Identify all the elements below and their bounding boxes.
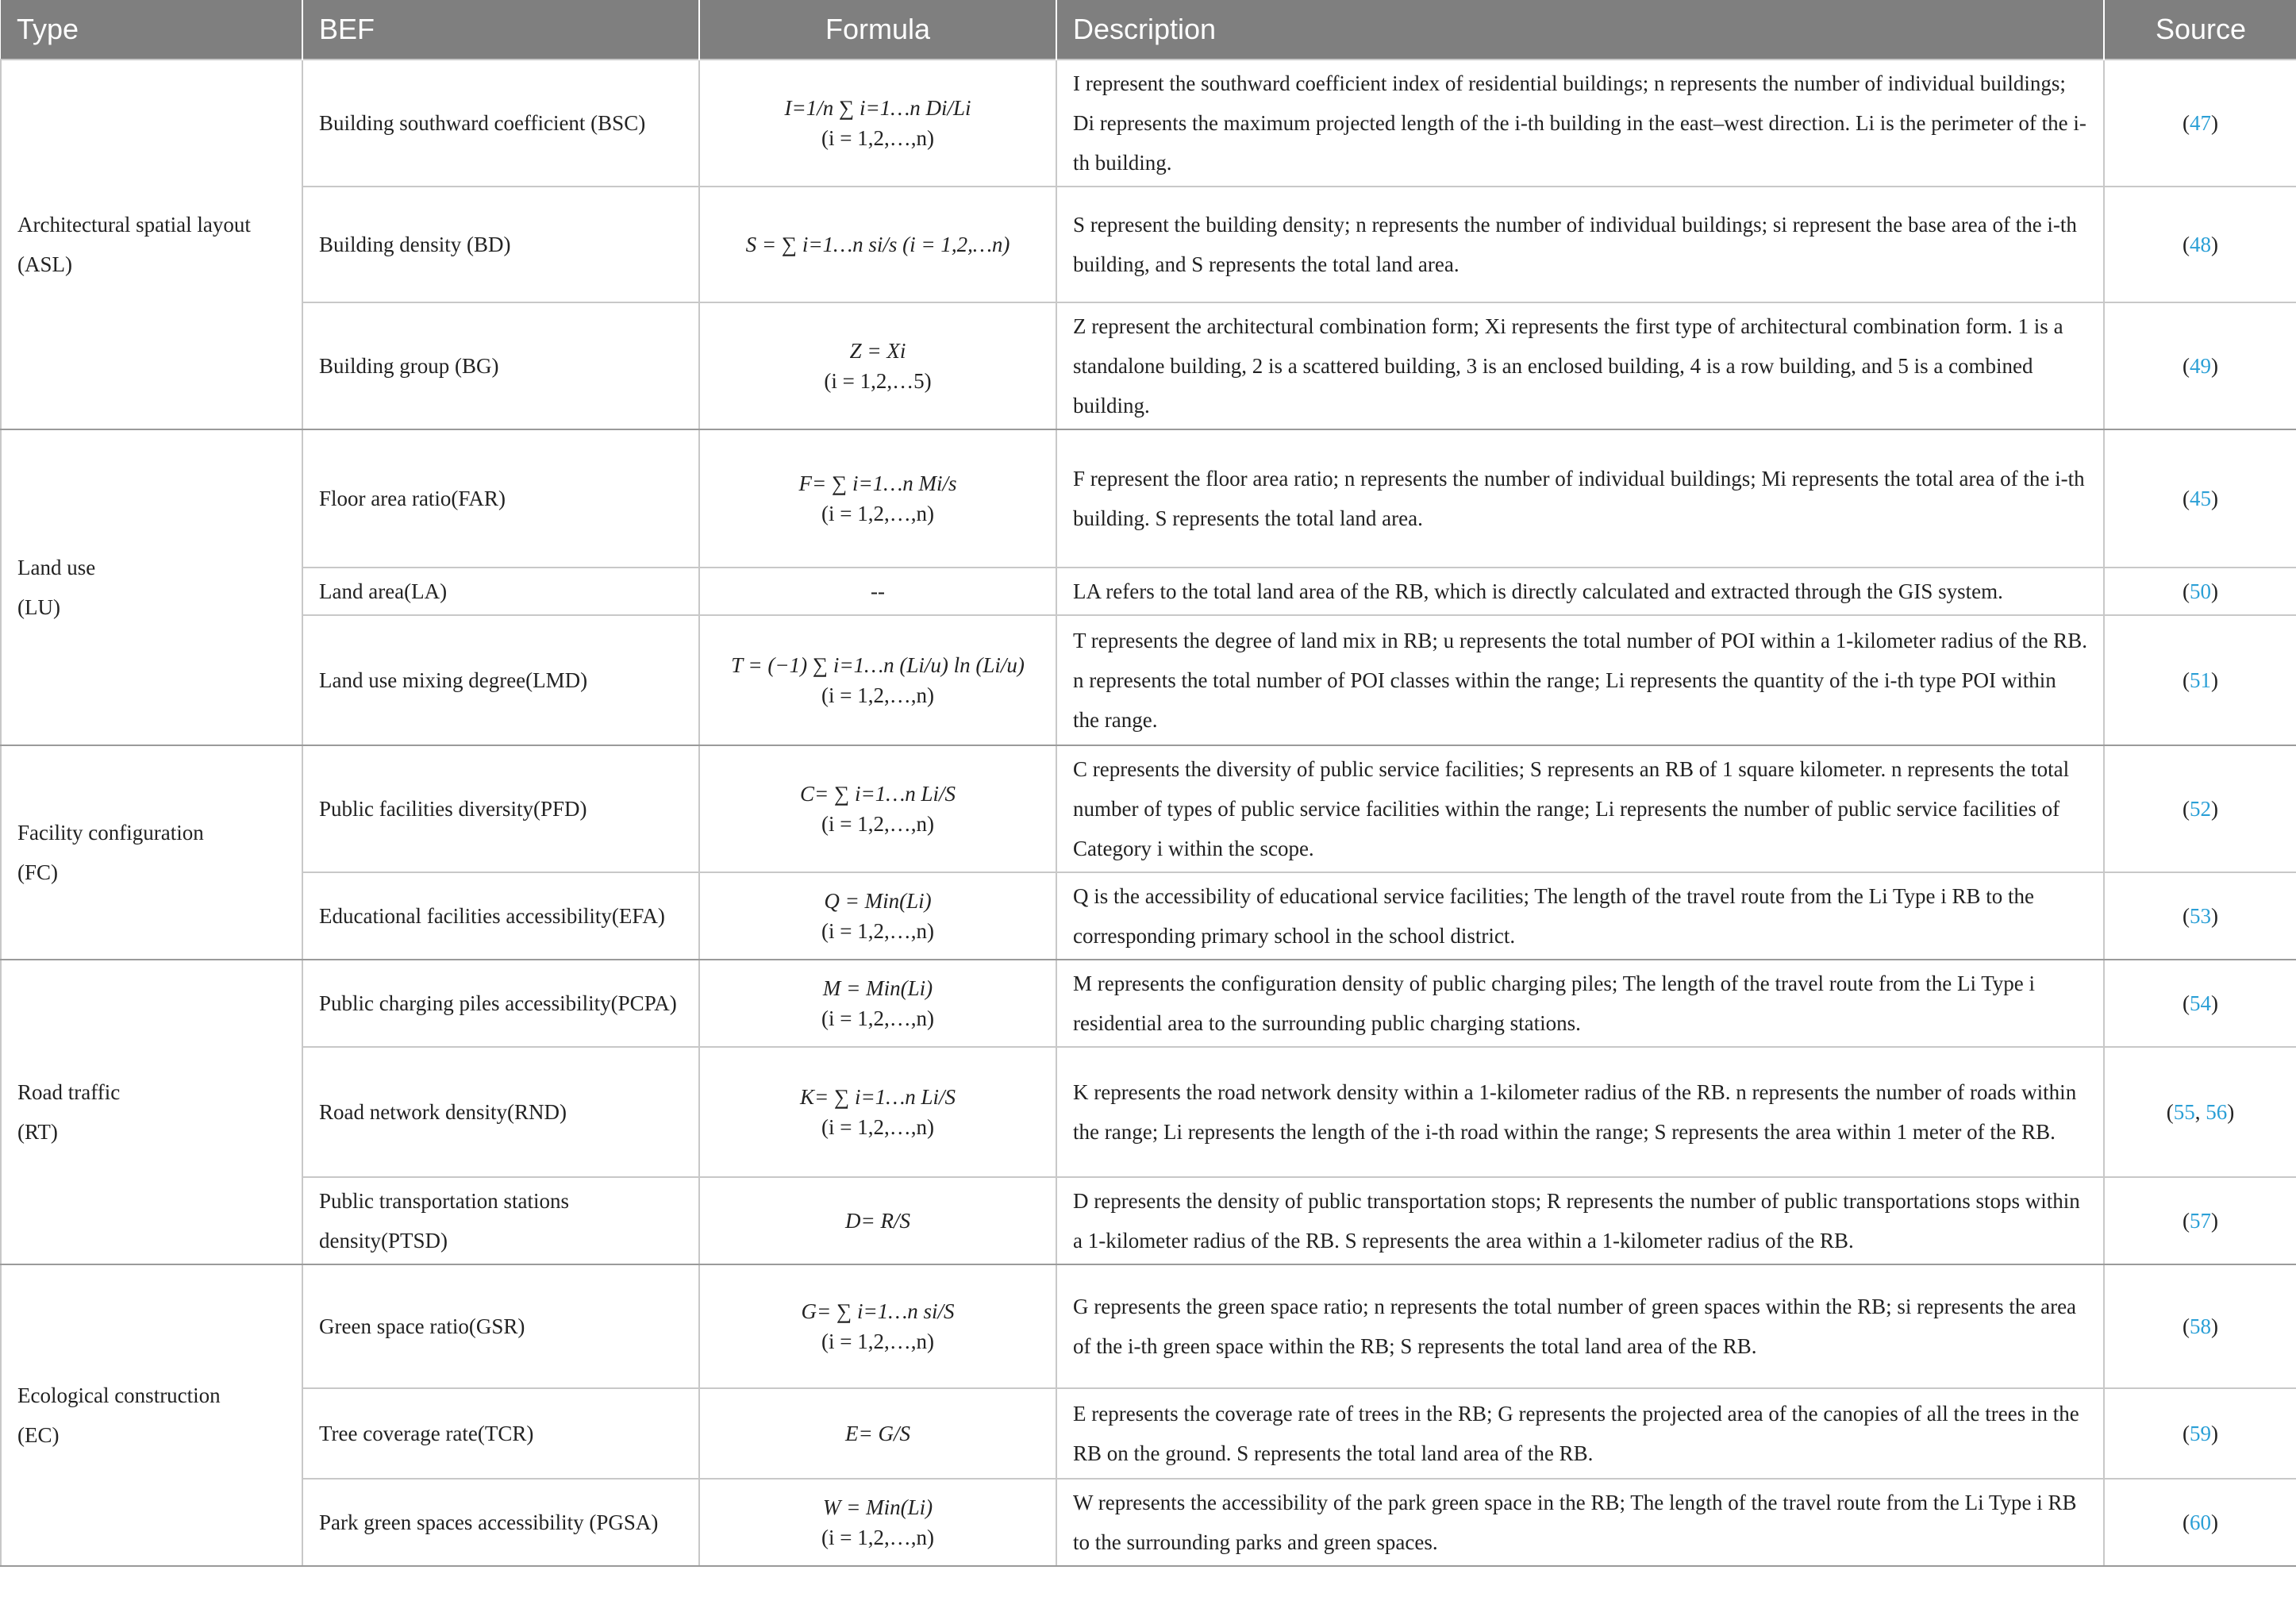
source-close-paren: ) <box>2211 579 2218 603</box>
type-abbrev: (EC) <box>17 1423 60 1447</box>
formula-expression: W = Min(Li) <box>822 1495 933 1519</box>
bef-cell: Tree coverage rate(TCR) <box>302 1388 699 1479</box>
source-open-paren: ( <box>2183 1422 2190 1445</box>
formula-range: (i = 1,2,…5) <box>824 369 932 393</box>
formula-cell <box>699 745 1056 872</box>
bef-cell: Building density (BD) <box>302 187 699 302</box>
source-cell <box>2104 60 2296 187</box>
description-cell: M represents the configuration density of public charging piles; The length of the travel route from the Li Type i residential area to the surrounding public charging stations. <box>1056 960 2104 1047</box>
type-name: Road traffic <box>17 1080 121 1104</box>
bef-cell: Public charging piles accessibility(PCPA) <box>302 960 699 1047</box>
source-close-paren: ) <box>2211 668 2218 692</box>
formula-expression: K= ∑ i=1…n Li/S <box>800 1085 956 1109</box>
source-close-paren: ) <box>2227 1100 2235 1124</box>
formula-cell <box>699 872 1056 960</box>
formula-range: (i = 1,2,…,n) <box>821 126 934 150</box>
table-row <box>1 1047 2296 1177</box>
type-cell <box>1 60 302 429</box>
formula-range: (i = 1,2,…,n) <box>821 502 934 525</box>
source-open-paren: ( <box>2183 904 2190 928</box>
source-open-paren: ( <box>2183 1510 2190 1534</box>
header-formula: Formula <box>699 0 1056 60</box>
bef-cell: Public transportation stations density(PTSD) <box>302 1177 699 1264</box>
formula-cell <box>699 1177 1056 1264</box>
formula-expression: I=1/n ∑ i=1…n Di/Li <box>784 96 971 120</box>
bef-cell: Building southward coefficient (BSC) <box>302 60 699 187</box>
source-cell <box>2104 1264 2296 1388</box>
type-abbrev: (LU) <box>17 595 60 619</box>
source-open-paren: ( <box>2183 991 2190 1015</box>
source-open-paren: ( <box>2183 111 2190 135</box>
bef-cell: Road network density(RND) <box>302 1047 699 1177</box>
source-open-paren: ( <box>2166 1100 2174 1124</box>
reference-link[interactable]: 57 <box>2190 1209 2211 1233</box>
reference-link[interactable]: 49 <box>2190 354 2211 378</box>
table-row <box>1 1388 2296 1479</box>
table-row <box>1 187 2296 302</box>
description-cell: K represents the road network density within a 1-kilometer radius of the RB. n represents the number of roads within the range; Li represents the length of the i-th road within the range; S represents the area within 1 meter of the RB. <box>1056 1047 2104 1177</box>
reference-link[interactable]: 59 <box>2190 1422 2211 1445</box>
source-close-paren: ) <box>2211 1314 2218 1338</box>
reference-link[interactable]: 51 <box>2190 668 2211 692</box>
header-description: Description <box>1056 0 2104 60</box>
formula-expression: F= ∑ i=1…n Mi/s <box>798 471 957 495</box>
source-close-paren: ) <box>2211 1209 2218 1233</box>
table-row <box>1 1479 2296 1566</box>
description-cell: Q is the accessibility of educational service facilities; The length of the travel route from the Li Type i RB to the corresponding primary school in the school district. <box>1056 872 2104 960</box>
bef-cell: Park green spaces accessibility (PGSA) <box>302 1479 699 1566</box>
table-row <box>1 960 2296 1047</box>
source-cell <box>2104 1177 2296 1264</box>
source-cell <box>2104 872 2296 960</box>
formula-range: (i = 1,2,…,n) <box>821 812 934 836</box>
bef-cell: Land area(LA) <box>302 568 699 615</box>
source-open-paren: ( <box>2183 1209 2190 1233</box>
source-close-paren: ) <box>2211 904 2218 928</box>
type-name: Ecological construction <box>17 1383 221 1407</box>
formula-expression: Z = Xi <box>849 339 906 363</box>
table-header <box>1 0 2296 60</box>
description-cell: D represents the density of public transportation stops; R represents the number of public transportations stops within a 1-kilometer radius of the RB. S represents the area within a 1-kilometer radius of the RB. <box>1056 1177 2104 1264</box>
source-open-paren: ( <box>2183 487 2190 510</box>
formula-range: (i = 1,2,…,n) <box>821 683 934 707</box>
formula-expression: C= ∑ i=1…n Li/S <box>800 782 956 806</box>
formula-cell <box>699 960 1056 1047</box>
formula-expression: E= G/S <box>845 1422 910 1445</box>
source-cell <box>2104 615 2296 745</box>
source-close-paren: ) <box>2211 1510 2218 1534</box>
header-bef: BEF <box>302 0 699 60</box>
formula-cell <box>699 615 1056 745</box>
header-source: Source <box>2104 0 2296 60</box>
reference-link[interactable]: 45 <box>2190 487 2211 510</box>
header-type: Type <box>1 0 302 60</box>
table-row <box>1 1177 2296 1264</box>
type-cell <box>1 1264 302 1566</box>
reference-link[interactable]: 50 <box>2190 579 2211 603</box>
table-row <box>1 60 2296 187</box>
reference-link[interactable]: 48 <box>2190 233 2211 256</box>
table-row <box>1 1264 2296 1388</box>
formula-cell <box>699 302 1056 429</box>
source-open-paren: ( <box>2183 233 2190 256</box>
source-open-paren: ( <box>2183 797 2190 821</box>
bef-cell: Public facilities diversity(PFD) <box>302 745 699 872</box>
formula-cell <box>699 60 1056 187</box>
formula-range: (i = 1,2,…,n) <box>821 1329 934 1353</box>
formula-expression: -- <box>871 579 885 603</box>
formula-cell <box>699 187 1056 302</box>
description-cell: T represents the degree of land mix in RB; u represents the total number of POI within a 1-kilometer radius of the RB. n represents the total number of POI classes within the range; Li represents the quantity of the i-th type POI within the range. <box>1056 615 2104 745</box>
type-abbrev: (FC) <box>17 860 59 884</box>
table-row <box>1 429 2296 568</box>
type-name: Architectural spatial layout <box>17 213 251 237</box>
source-cell <box>2104 960 2296 1047</box>
source-open-paren: ( <box>2183 668 2190 692</box>
type-cell <box>1 429 302 745</box>
bef-cell: Green space ratio(GSR) <box>302 1264 699 1388</box>
formula-cell <box>699 1479 1056 1566</box>
source-open-paren: ( <box>2183 354 2190 378</box>
formula-cell <box>699 568 1056 615</box>
source-close-paren: ) <box>2211 487 2218 510</box>
formula-expression: Q = Min(Li) <box>824 889 932 913</box>
reference-link[interactable]: 56 <box>2206 1100 2228 1124</box>
reference-link[interactable]: 55 <box>2173 1100 2195 1124</box>
reference-link[interactable]: 58 <box>2190 1314 2211 1338</box>
table-row <box>1 872 2296 960</box>
formula-expression: D= R/S <box>845 1209 910 1233</box>
description-cell: I represent the southward coefficient index of residential buildings; n represents the number of individual buildings; Di represents the maximum projected length of the i-th building in the east–west direction. Li is the perimeter of the i-th building. <box>1056 60 2104 187</box>
type-name: Facility configuration <box>17 821 204 845</box>
description-cell: S represent the building density; n represents the number of individual buildings; si represent the base area of the i-th building, and S represents the total land area. <box>1056 187 2104 302</box>
description-cell: G represents the green space ratio; n represents the total number of green spaces within the RB; si represents the area of the i-th green space within the RB; S represents the total land area of the RB. <box>1056 1264 2104 1388</box>
formula-range: (i = 1,2,…,n) <box>821 1006 934 1030</box>
formula-cell <box>699 1388 1056 1479</box>
source-close-paren: ) <box>2211 233 2218 256</box>
table-row <box>1 615 2296 745</box>
formula-cell <box>699 1047 1056 1177</box>
source-cell: (55, 56) <box>2104 1047 2296 1177</box>
source-close-paren: ) <box>2211 354 2218 378</box>
reference-link[interactable]: 54 <box>2190 991 2211 1015</box>
reference-link[interactable]: 52 <box>2190 797 2211 821</box>
table-row <box>1 745 2296 872</box>
type-cell <box>1 745 302 960</box>
source-close-paren: ) <box>2211 991 2218 1015</box>
source-cell <box>2104 1388 2296 1479</box>
formula-cell <box>699 429 1056 568</box>
source-close-paren: ) <box>2211 1422 2218 1445</box>
bef-cell: Educational facilities accessibility(EFA) <box>302 872 699 960</box>
source-cell <box>2104 1479 2296 1566</box>
reference-link[interactable]: 53 <box>2190 904 2211 928</box>
table-row <box>1 302 2296 429</box>
formula-cell <box>699 1264 1056 1388</box>
bef-cell: Land use mixing degree(LMD) <box>302 615 699 745</box>
description-cell: W represents the accessibility of the park green space in the RB; The length of the travel route from the Li Type i RB to the surrounding parks and green spaces. <box>1056 1479 2104 1566</box>
formula-expression: G= ∑ i=1…n si/S <box>801 1299 955 1323</box>
type-abbrev: (RT) <box>17 1120 58 1144</box>
description-cell: LA refers to the total land area of the RB, which is directly calculated and extracted through the GIS system. <box>1056 568 2104 615</box>
formula-expression: M = Min(Li) <box>822 976 933 1000</box>
formula-expression: S = ∑ i=1…n si/s (i = 1,2,…n) <box>745 233 1010 256</box>
source-cell <box>2104 568 2296 615</box>
reference-link[interactable]: 47 <box>2190 111 2211 135</box>
type-cell <box>1 960 302 1264</box>
formula-range: (i = 1,2,…,n) <box>821 1115 934 1139</box>
source-close-paren: ) <box>2211 797 2218 821</box>
type-abbrev: (ASL) <box>17 252 72 276</box>
source-open-paren: ( <box>2183 1314 2190 1338</box>
source-cell <box>2104 187 2296 302</box>
source-cell <box>2104 745 2296 872</box>
source-cell <box>2104 302 2296 429</box>
formula-expression: T = (−1) ∑ i=1…n (Li/u) ln (Li/u) <box>731 653 1025 677</box>
description-cell: Z represent the architectural combination form; Xi represents the first type of architectural combination form. 1 is a standalone building, 2 is a scattered building, 3 is an enclosed building, 4 is a row building, and 5 is a combined building. <box>1056 302 2104 429</box>
bef-cell: Floor area ratio(FAR) <box>302 429 699 568</box>
description-cell: E represents the coverage rate of trees in the RB; G represents the projected area of the canopies of all the trees in the RB on the ground. S represents the total land area of the RB. <box>1056 1388 2104 1479</box>
source-close-paren: ) <box>2211 111 2218 135</box>
table-row <box>1 568 2296 615</box>
reference-link[interactable]: 60 <box>2190 1510 2211 1534</box>
source-open-paren: ( <box>2183 579 2190 603</box>
type-name: Land use <box>17 556 96 579</box>
table-body <box>1 60 2296 1566</box>
bef-cell: Building group (BG) <box>302 302 699 429</box>
description-cell: C represents the diversity of public service facilities; S represents an RB of 1 square kilometer. n represents the total number of types of public service facilities within the range; Li represents the number of public service facilities of Category i within the scope. <box>1056 745 2104 872</box>
source-cell <box>2104 429 2296 568</box>
description-cell: F represent the floor area ratio; n represents the number of individual buildings; Mi represents the total area of the i-th building. S represents the total land area. <box>1056 429 2104 568</box>
formula-range: (i = 1,2,…,n) <box>821 919 934 943</box>
formula-range: (i = 1,2,…,n) <box>821 1526 934 1549</box>
